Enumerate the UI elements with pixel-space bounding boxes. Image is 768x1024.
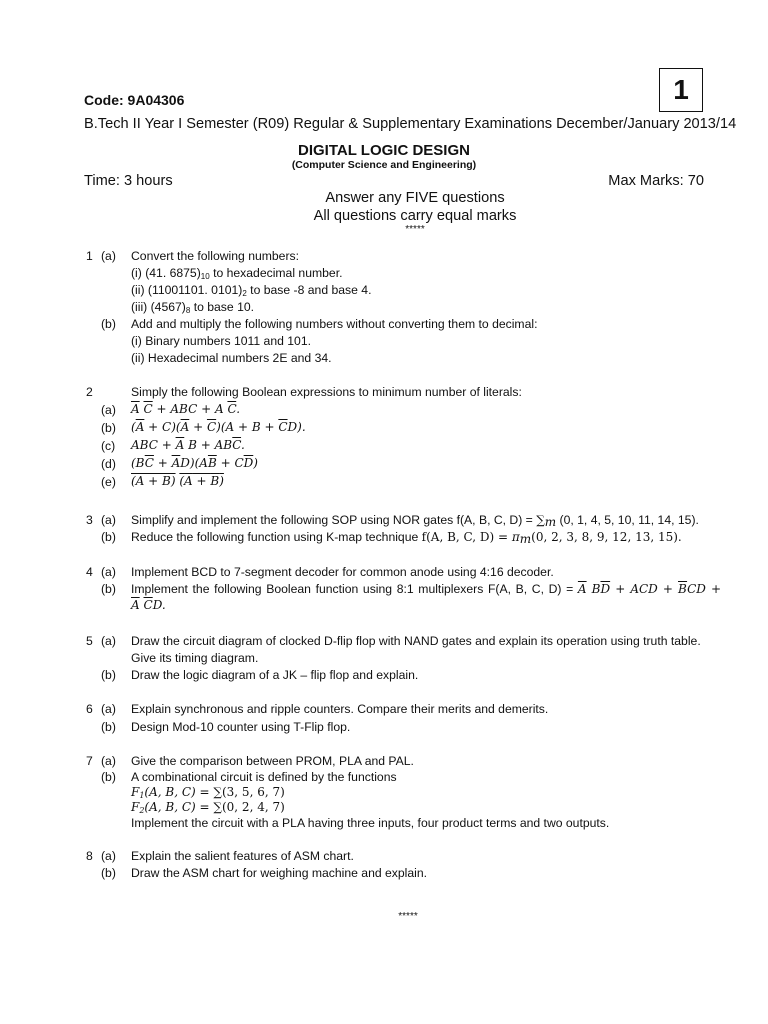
instruction-any-five: Answer any FIVE questions: [325, 190, 505, 206]
max-marks-label: Max Marks: 70: [608, 173, 704, 189]
instruction-equal-marks: All questions carry equal marks: [313, 208, 517, 224]
question-number-4: 4: [86, 565, 93, 579]
q3-a-label: (a): [101, 513, 116, 527]
q7-b-label: (b): [101, 770, 116, 784]
q7-function-f2: $F_2(A$, B, C) = ∑(0, 2, 4, 7): [131, 800, 285, 815]
q4-b-expression-cont: $\overline{A}$ $\overline{C}D$.: [131, 598, 166, 612]
q2-e-label: (e): [101, 475, 116, 489]
q1-b-text: Add and multiply the following numbers without converting them to decimal:: [131, 317, 538, 331]
q2-text: Simply the following Boolean expressions to minimum number of literals:: [131, 385, 522, 399]
q6-a-label: (a): [101, 702, 116, 716]
question-number-8: 8: [86, 849, 93, 863]
q1-b-label: (b): [101, 317, 116, 331]
q5-b-label: (b): [101, 668, 116, 682]
q3-b-label: (b): [101, 530, 116, 544]
q2-d-expression: $(B\overline{C} + \overline{A}D)(A\overline{B} + C\overline{D})$: [131, 456, 258, 470]
q8-a-label: (a): [101, 849, 116, 863]
q3-b-text: Reduce the following function using K-map technique f(A, B, C, $D) = \pi_m(0$, 2, 3, 8, 9, 12, 13, 15).: [131, 530, 682, 546]
q6-b-text: Design Mod-10 counter using T-Flip flop.: [131, 720, 351, 734]
page-number-box: 1: [659, 68, 703, 112]
q7-function-f1: $F_1(A$, B, C) = ∑(3, 5, 6, 7): [131, 785, 285, 800]
q2-d-label: (d): [101, 457, 116, 471]
q8-a-text: Explain the salient features of ASM chart.: [131, 849, 354, 863]
q6-a-text: Explain synchronous and ripple counters. Compare their merits and demerits.: [131, 702, 549, 716]
q4-b-text: Implement the following Boolean function using 8:1 multiplexers F(A, B, C, $D) = \overline{A}$ $B\overline{D}$ + ACD + $\overline{B}CD$ +: [131, 582, 721, 596]
q1-b-ii: (ii) Hexadecimal numbers 2E and 34.: [131, 351, 332, 365]
q1-a-text: Convert the following numbers:: [131, 249, 300, 263]
q7-a-label: (a): [101, 754, 116, 768]
question-number-6: 6: [86, 702, 93, 716]
q2-a-expression: $\overline{A}$ $\overline{C}$ + ABC + A $\overline{C}$.: [131, 402, 241, 416]
q1-b-i: (i) Binary numbers 1011 and 101.: [131, 334, 311, 348]
q1-a-label: (a): [101, 249, 116, 263]
q2-e-expression: (A + B) (A + B): [131, 474, 224, 488]
q5-a-text-cont: Give its timing diagram.: [131, 651, 259, 665]
subject-title: DIGITAL LOGIC DESIGN: [298, 142, 470, 159]
q5-b-text: Draw the logic diagram of a JK – flip flop and explain.: [131, 668, 419, 682]
question-number-3: 3: [86, 513, 93, 527]
question-number-7: 7: [86, 754, 93, 768]
question-number-5: 5: [86, 634, 93, 648]
exam-line: B.Tech II Year I Semester (R09) Regular & Supplementary Examinations December/January 2013/14: [84, 116, 737, 132]
separator-stars: *****: [405, 224, 425, 235]
q6-b-label: (b): [101, 720, 116, 734]
question-number-2: 2: [86, 385, 93, 399]
q5-a-label: (a): [101, 634, 116, 648]
q3-a-text: Simplify and implement the following SOP using NOR gates f(A, B, C, $D) = \sum_m$ (0, 1, 4, 5, 10, 11, 14, 15).: [131, 513, 699, 529]
q4-a-text: Implement BCD to 7-segment decoder for common anode using 4:16 decoder.: [131, 565, 554, 579]
q1-a-iii: (iii) $(4567)_8$ to base 10.: [131, 300, 255, 315]
q4-b-label: (b): [101, 582, 116, 596]
q8-b-label: (b): [101, 866, 116, 880]
q2-c-label: (c): [101, 439, 116, 453]
question-number-1: 1: [86, 249, 93, 263]
q2-b-expression: $(\overline{A} + C)(\overline{A} + \overline{C})(A + B + \overline{C}D)$.: [131, 420, 306, 434]
branch-subtitle: (Computer Science and Engineering): [291, 159, 477, 171]
q7-b-text: A combinational circuit is defined by the functions: [131, 770, 397, 784]
q1-a-ii: (ii) (11001101. $0101)_2$ to base -8 and base 4.: [131, 283, 372, 298]
paper-code: Code: 9A04306: [84, 92, 185, 108]
q8-b-text: Draw the ASM chart for weighing machine and explain.: [131, 866, 428, 880]
q1-a-i: (i) (41. $6875)_{10}$ to hexadecimal number.: [131, 266, 343, 281]
end-stars: *****: [398, 911, 418, 922]
q7-a-text: Give the comparison between PROM, PLA and PAL.: [131, 754, 414, 768]
q2-c-expression: ABC + $\overline{A}$ $B + AB\overline{C}$.: [131, 438, 245, 452]
time-label: Time: 3 hours: [84, 173, 173, 189]
q5-a-text: Draw the circuit diagram of clocked D-flip flop with NAND gates and explain its operation using truth table.: [131, 634, 701, 648]
q2-a-label: (a): [101, 403, 116, 417]
q2-b-label: (b): [101, 421, 116, 435]
q7-b-text-cont: Implement the circuit with a PLA having three inputs, four product terms and two outputs.: [131, 816, 610, 830]
q4-a-label: (a): [101, 565, 116, 579]
